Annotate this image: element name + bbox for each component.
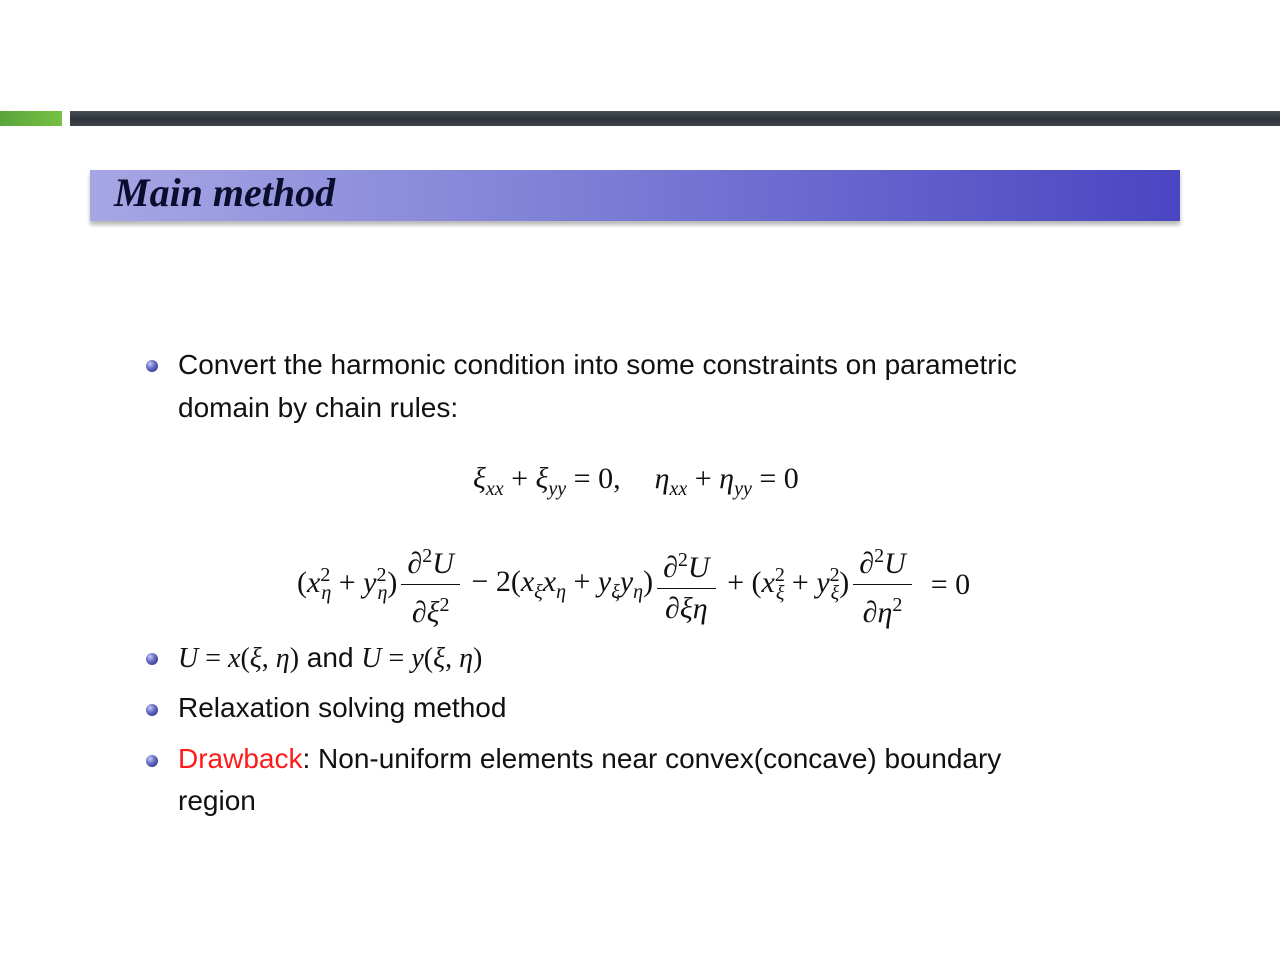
bullet-icon [146, 653, 158, 665]
slide-title: Main method [114, 170, 336, 215]
drawback-label: Drawback [178, 743, 303, 774]
bullet-4-line-1 [178, 738, 1001, 780]
equation-pde: $(x^2_\eta + y^2_\eta)$ $\frac{\partial^2U}{\partial\xi^2}$ − $2(x_\xi x_\eta + y_\xi y_\eta)$ $\frac{\partial^2U}{\partial\xi\eta}$ + $(x^2_\xi + y^2_\xi)$ $\frac{\partial^2U}{\partial\eta^2}$ = 0 [297, 538, 970, 631]
bullet-1-line-2: domain by chain rules: [178, 392, 459, 423]
bullet-icon [146, 755, 158, 767]
fraction-d2u-dxideta: $\frac{\partial^2U}{\partial\xi\eta}$ [657, 542, 716, 627]
math-u-equals-y: U = y(ξ, η) [361, 643, 483, 674]
bullet-icon [146, 360, 158, 372]
accent-bar-green [0, 111, 62, 126]
equation-harmonic: $\xi_{xx} + \xi_{yy} = 0$, $\eta_{xx} + \eta_{yy} = 0$ [473, 462, 799, 500]
bullet-icon [146, 704, 158, 716]
bullet-4-line-2: region [178, 785, 256, 816]
bullet-2-substitution [178, 637, 482, 680]
fraction-d2u-dxi2: $\frac{\partial^2U}{\partial\xi^2}$ [401, 538, 460, 631]
drawback-text: : Non-uniform elements near convex(concave) boundary [302, 743, 1002, 774]
fraction-d2u-deta2: $\frac{\partial^2U}{\partial\eta^2}$ [853, 538, 912, 631]
math-u-equals-x: U = x(ξ, η) [178, 643, 300, 674]
and-text: and [299, 642, 362, 673]
header-bar [70, 111, 1280, 126]
bullet-1-line-1: Convert the harmonic condition into some constraints on parametric [178, 349, 1017, 380]
bullet-3-text: Relaxation solving method [178, 692, 507, 723]
title-banner [90, 170, 1180, 221]
